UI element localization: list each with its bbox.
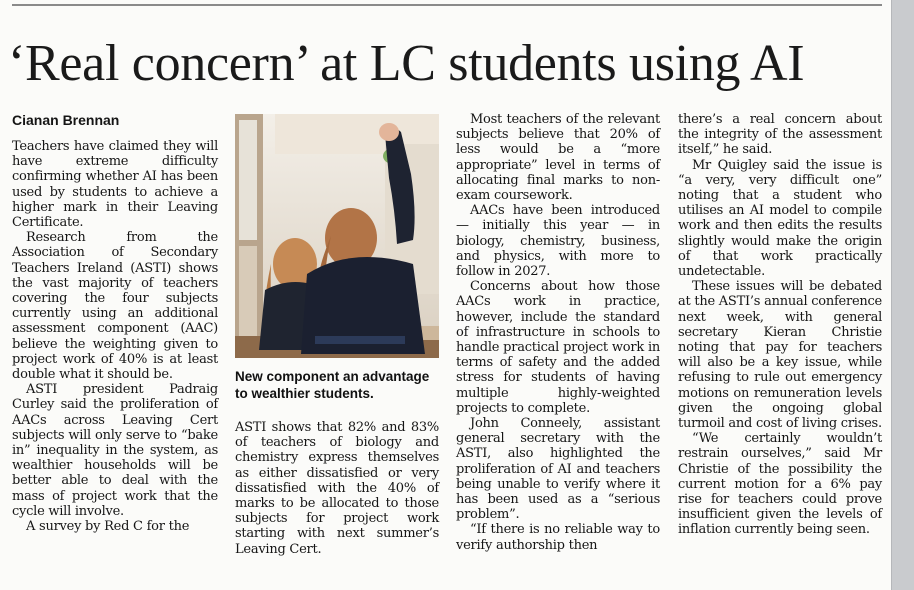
- article-column-4: [678, 112, 882, 538]
- paragraph: AACs have been introduced — initially this year — in biology, chemistry, business, and physics, with more to follow in 2027.: [456, 203, 660, 280]
- paragraph: “If there is no reliable way to verify authorship then: [456, 522, 660, 553]
- paragraph: Most teachers of the relevant subjects believe that 20% of less would be a “more appropriate” level in terms of allocating final marks to non-exam coursework.: [456, 112, 660, 204]
- headline: ‘Real concern’ at LC students using AI: [8, 35, 805, 92]
- paragraph: Mr Quigley said the issue is “a very, very difficult one” noting that a student who utilises an AI model to compile work and then edits the results slightly would make the origin of that work practically undetectable.: [678, 157, 882, 280]
- students-raising-hands-illustration: [235, 114, 439, 358]
- classroom-photo: [235, 114, 439, 358]
- paragraph: A survey by Red C for the: [26, 519, 190, 535]
- page-edge: [891, 0, 914, 590]
- paragraph: Research from the Association of Secondary Teachers Ireland (ASTI) shows the vast majority of teachers covering the four subjects currently using an additional assessment component (AAC) believe the weighting given to project work of 40% is at least double what it should be.: [12, 230, 218, 383]
- paragraph: Teachers have claimed they will have extreme difficulty confirming whether AI has been used by students to achieve a higher mark in their Leaving Certificate.: [12, 139, 218, 231]
- paragraph: These issues will be debated at the ASTI’s annual conference next week, with general secretary Kieran Christie noting that pay for teachers will also be a key issue, while refusing to rule out emergency motions on remuneration levels given the ongoing global turmoil and cost of living crises.: [678, 279, 882, 432]
- paragraph: “We certainly wouldn’t restrain ourselves,” said Mr Christie of the possibility the current motion for a 6% pay rise for teachers could prove insufficient given the levels of inflation currently being seen.: [678, 431, 882, 538]
- article-column-3: [456, 112, 660, 553]
- top-rule: [12, 4, 882, 6]
- article-column-2: [235, 420, 439, 557]
- byline: Cianan Brennan: [12, 112, 120, 128]
- article-column-1: [12, 112, 218, 534]
- paragraph: ASTI president Padraig Curley said the proliferation of AACs across Leaving Cert subjects will only serve to “bake in” inequality in the system, as wealthier households will be better able to deal with the mass of project work that the cycle will involve.: [12, 382, 218, 519]
- photo-caption: New component an advantage to wealthier students.: [235, 369, 430, 401]
- paragraph: there’s a real concern about the integrity of the assessment itself,” he said.: [678, 112, 882, 158]
- paragraph: ASTI shows that 82% and 83% of teachers of biology and chemistry express themselves as either dissatisfied or very dissatisfied with the 40% of marks to be allocated to those subjects for project work starting with next summer’s Leaving Cert.: [235, 420, 439, 557]
- paragraph: Concerns about how those AACs work in practice, however, include the standard of infrastructure in schools to handle practical project work in terms of safety and the added stress for students of having multiple highly-weighted projects to complete.: [456, 279, 660, 416]
- paragraph: John Conneely, assistant general secretary with the ASTI, also highlighted the proliferation of AI and teachers being unable to verify where it has been used as a “serious problem”.: [456, 416, 660, 523]
